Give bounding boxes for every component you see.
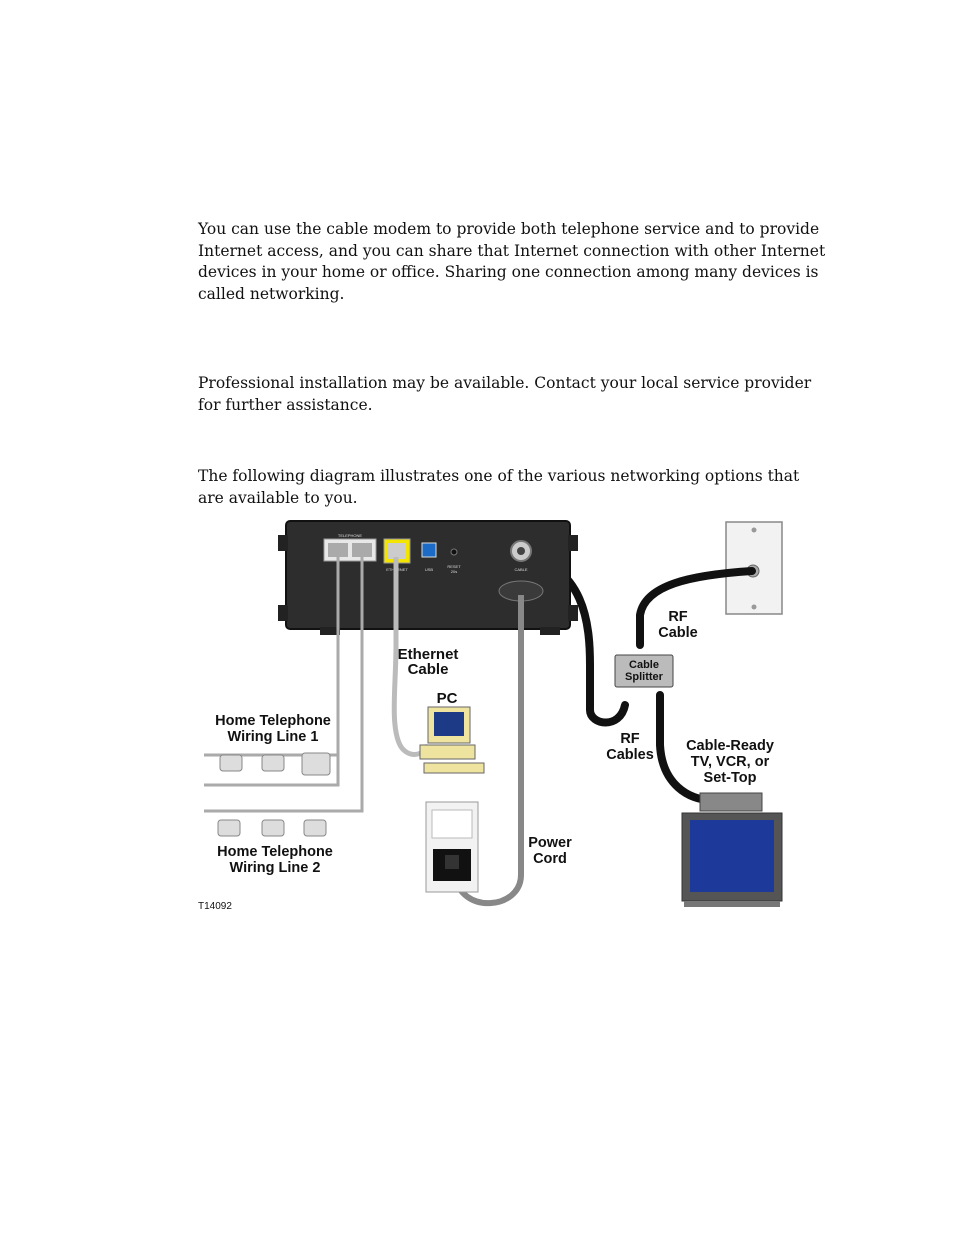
intro-paragraph: You can use the cable modem to provide both telephone service and to provide Internet access, and you can share that Internet connection with other Internet devices in your home or office. Sharing one connection among many devices is called networking. bbox=[198, 220, 826, 303]
phone-icon bbox=[218, 820, 326, 836]
tv-label-3: Set-Top bbox=[703, 770, 757, 786]
pc-label: PC bbox=[436, 690, 458, 707]
home-telephone-line-2-label: Home Telephone bbox=[217, 844, 333, 860]
tv-label-2: TV, VCR, or bbox=[690, 754, 770, 770]
pc-icon bbox=[420, 707, 484, 773]
installation-paragraph: Professional installation may be available. Contact your local service provider for further assistance. bbox=[198, 374, 812, 414]
telephone-port-label: TELEPHONE bbox=[337, 533, 363, 538]
tv-icon bbox=[682, 793, 782, 907]
cable-splitter bbox=[615, 655, 673, 687]
phone-icon bbox=[220, 753, 330, 775]
rf-cable-label-2: Cable bbox=[658, 625, 698, 641]
splitter-label-1: Cable bbox=[629, 659, 659, 671]
rf-cable-label-1: RF bbox=[668, 609, 688, 625]
cable-port-label: CABLE bbox=[514, 567, 528, 572]
splitter-label-2: Splitter bbox=[625, 671, 663, 683]
home-telephone-line-2-sublabel: Wiring Line 2 bbox=[229, 860, 321, 876]
power-outlet bbox=[426, 802, 478, 892]
home-telephone-line-1-sublabel: Wiring Line 1 bbox=[227, 729, 319, 745]
home-telephone-line-1-label: Home Telephone bbox=[215, 713, 331, 729]
ethernet-port-label: ETHERNET bbox=[386, 567, 408, 572]
figure-id-label: T14092 bbox=[198, 901, 232, 912]
reset-label: RESET bbox=[447, 564, 461, 569]
rf-cables-label-1: RF bbox=[620, 731, 640, 747]
tv-label-1: Cable-Ready bbox=[686, 738, 774, 754]
power-cord-label-1: Power bbox=[528, 835, 572, 851]
cable-modem bbox=[278, 521, 578, 635]
power-cord-label-2: Cord bbox=[533, 851, 567, 867]
ethernet-cable-label-1: Ethernet bbox=[397, 646, 459, 663]
networking-diagram bbox=[190, 515, 790, 915]
reset-time-label: 20s bbox=[450, 569, 458, 574]
rf-cables-label-2: Cables bbox=[606, 747, 654, 763]
usb-port-label: USB bbox=[424, 567, 434, 572]
ethernet-cable-label-2: Cable bbox=[407, 661, 449, 678]
diagram-intro-paragraph: The following diagram illustrates one of the various networking options that are available to you. bbox=[198, 467, 800, 507]
